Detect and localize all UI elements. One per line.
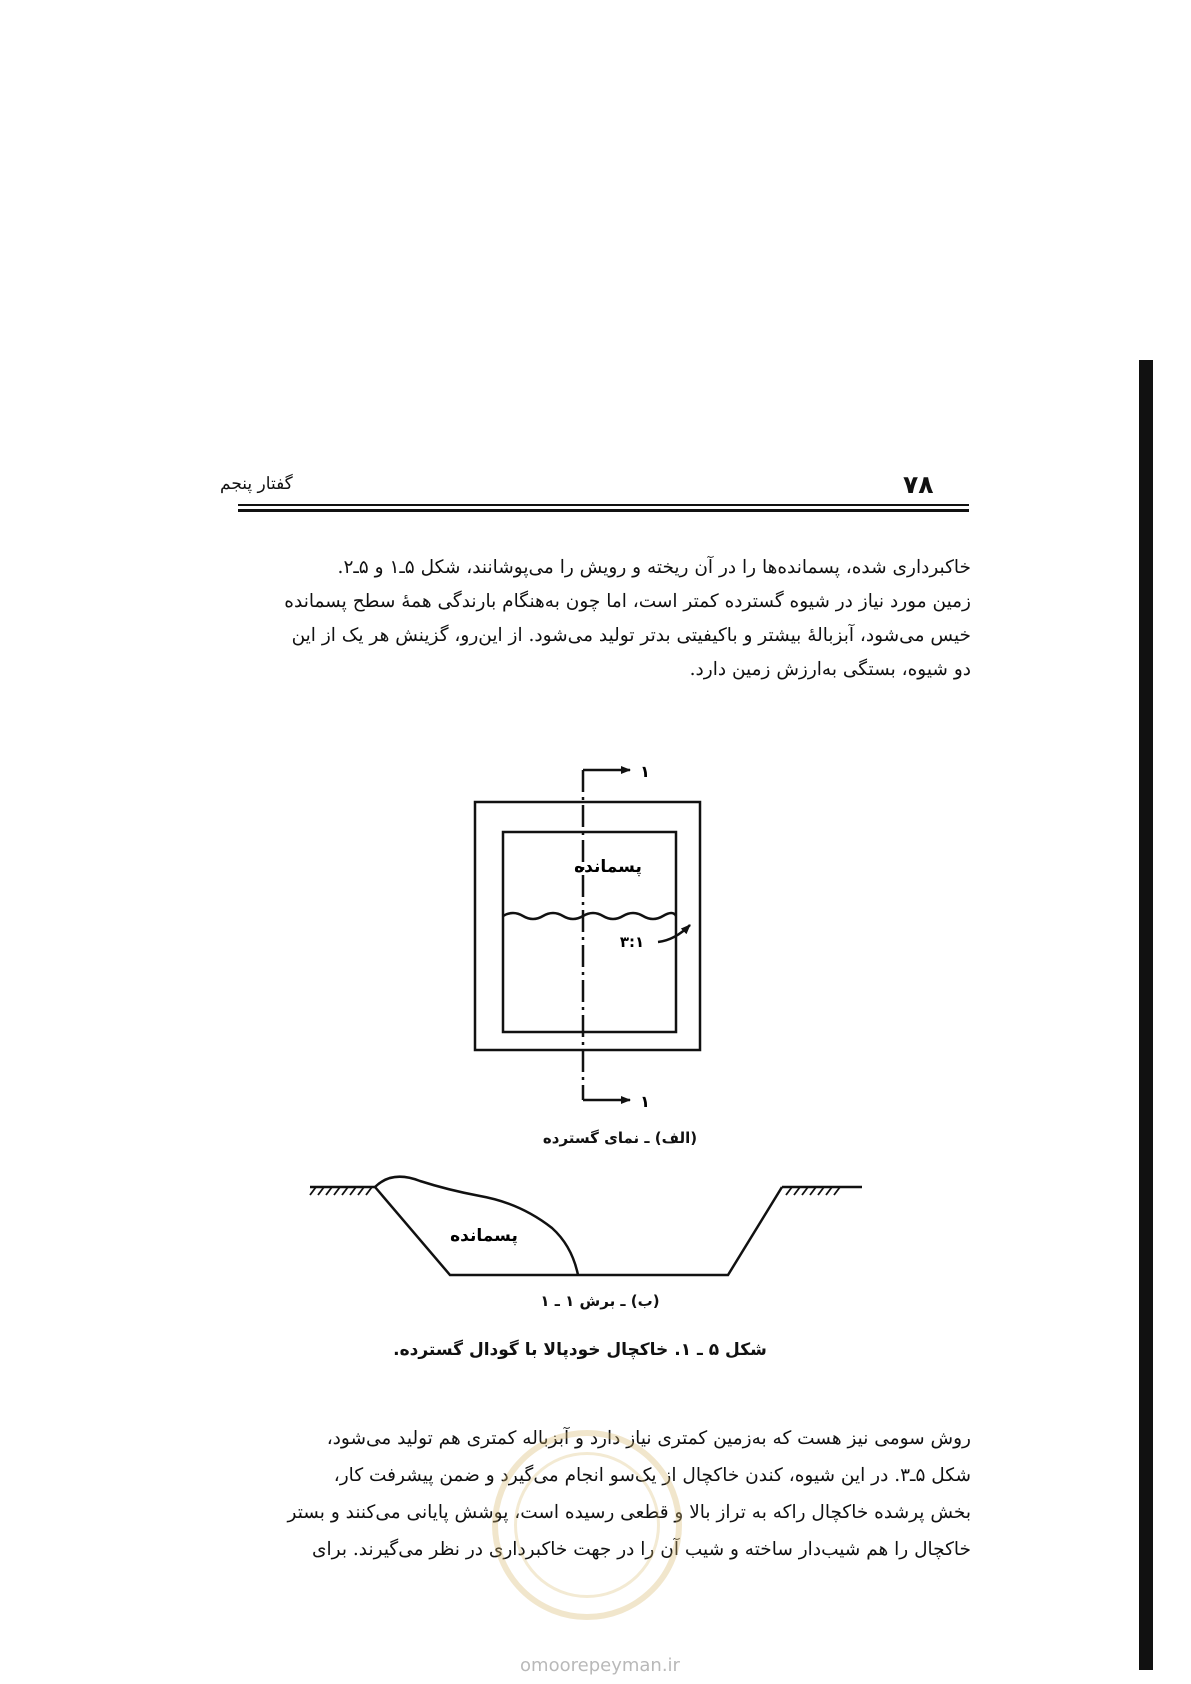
- paragraph-1: [236, 551, 971, 687]
- paragraph-line: روش سومی نیز هست که به‌زمین کمتری نیاز دارد و آبزباله کمتری هم تولید می‌شود،: [326, 1428, 971, 1449]
- paragraph-line: خیس می‌شود، آبزبالهٔ بیشتر و باکیفیتی بدتر تولید می‌شود. از این‌رو، گزینش هر یک از این: [291, 625, 971, 646]
- section-view: [310, 1177, 862, 1275]
- slope-label: ۳:۱: [619, 933, 645, 951]
- pit-profile: [375, 1187, 782, 1275]
- section-marker-top: ۱: [640, 762, 650, 781]
- slope-pointer: [658, 925, 690, 942]
- header-rule-thick: [238, 509, 969, 512]
- section-caption: (ب) ـ برش ۱ ـ ۱: [540, 1292, 660, 1310]
- plan-view: [475, 770, 700, 1100]
- section-marker-bottom: ۱: [640, 1092, 650, 1111]
- watermark: omoorepeyman.ir: [520, 1655, 680, 1676]
- header-rule: [238, 504, 969, 506]
- paragraph-line: شکل ۵ـ۳. در این شیوه، کندن خاکچال از یک‌سو انجام می‌گیرد و ضمن پیشرفت کار،: [333, 1465, 971, 1486]
- waste-mound: [375, 1177, 578, 1275]
- figure-caption: شکل ۵ ـ ۱. خاکچال خودپالا با گودال گسترده.: [393, 1340, 767, 1360]
- paragraph-line: خاکچال را هم شیب‌دار ساخته و شیب آن را در جهت خاکبرداری در نظر می‌گیرند. برای: [312, 1539, 971, 1560]
- paragraph-line: خاکبرداری شده، پسمانده‌ها را در آن ریخته و رویش را می‌پوشانند، شکل ۵ـ۱ و ۵ـ۲.: [337, 557, 971, 578]
- section-waste-label: پسمانده: [450, 1226, 518, 1246]
- paragraph-line: دو شیوه، بستگی به‌ارزش زمین دارد.: [689, 659, 971, 680]
- plan-caption: (الف) ـ نمای گسترده: [542, 1129, 698, 1147]
- seal-stamp: [492, 1430, 682, 1620]
- plan-waste-label: پسمانده: [574, 857, 642, 877]
- plan-outer-boundary: [475, 802, 700, 1050]
- paragraph-line: بخش پرشده خاکچال راکه به تراز بالا و قطعی رسیده است، پوشش پایانی می‌کنند و بستر: [287, 1502, 971, 1523]
- page-number: ۷۸: [903, 470, 934, 499]
- plan-inner-pit: [503, 832, 676, 1032]
- page-edge-bar: [1139, 360, 1153, 1670]
- paragraph-line: زمین مورد نیاز در شیوه گسترده کمتر است، اما چون به‌هنگام بارندگی همهٔ سطح پسمانده: [284, 591, 971, 612]
- ground-hatch-left: [310, 1187, 372, 1195]
- waste-fill-front: [503, 913, 676, 919]
- ground-hatch-right: [786, 1187, 840, 1195]
- running-head: گفتار پنجم: [220, 474, 293, 494]
